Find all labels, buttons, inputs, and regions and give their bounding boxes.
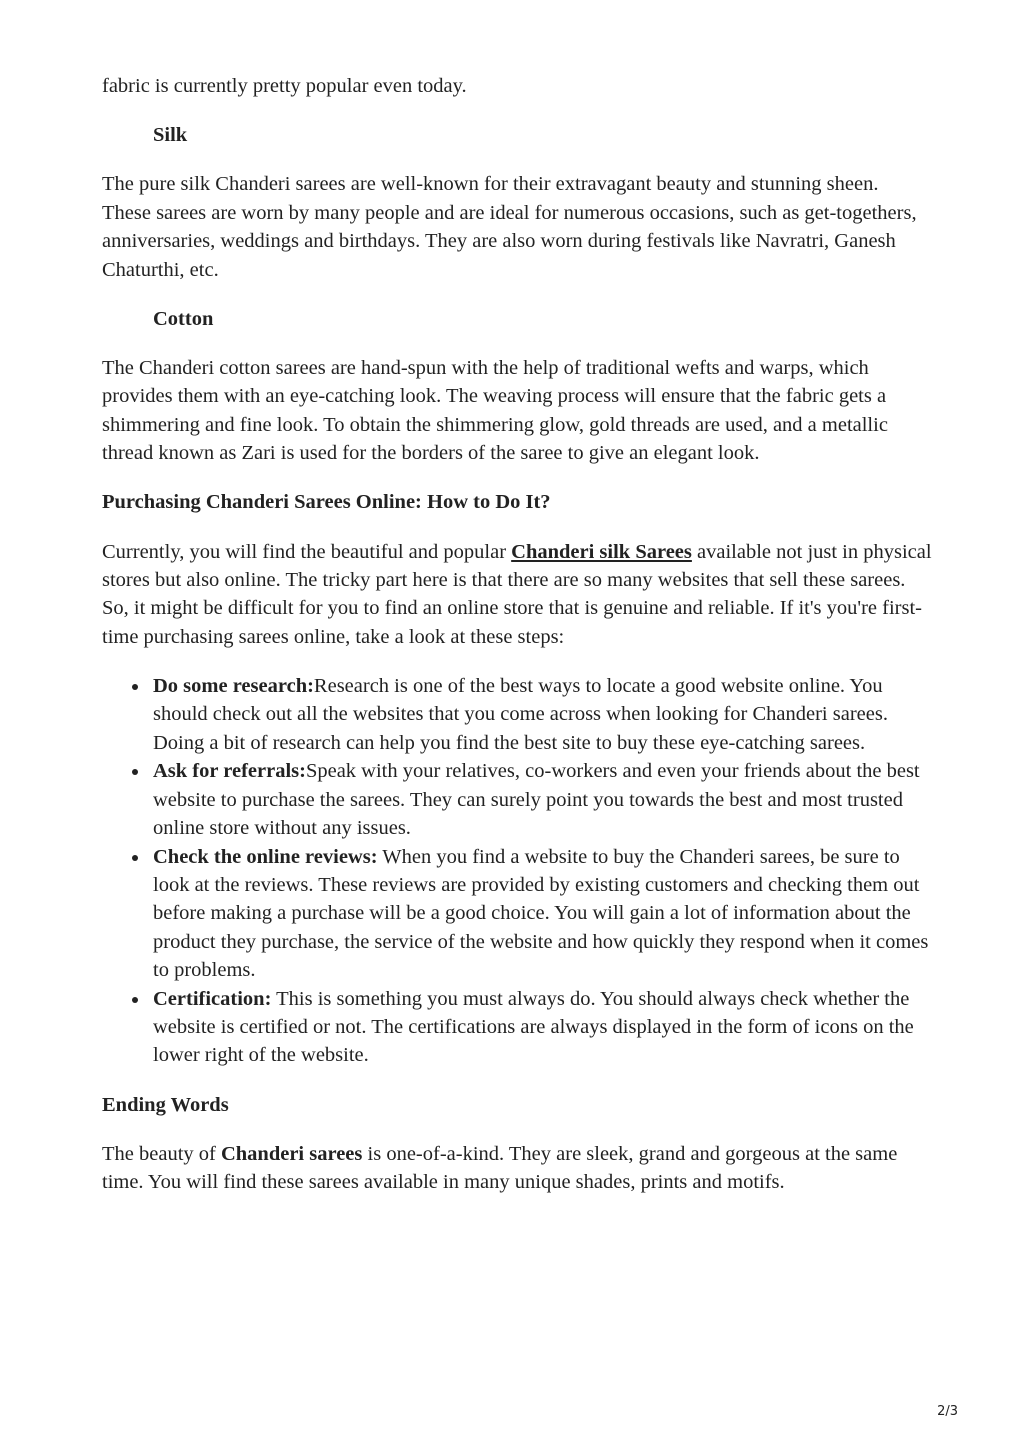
- step-text: Speak with your relatives, co-workers and even your friends about the best website to purchase the sarees. They can surely point you towards the best and most trusted online store without any issues.: [153, 760, 920, 840]
- step-title: Ask for referrals:: [153, 760, 306, 783]
- ending-paragraph: [102, 1140, 932, 1197]
- step-title: Certification:: [153, 987, 272, 1010]
- purchasing-paragraph: [102, 538, 932, 652]
- ending-text-after-bold: is one-of-a-kind. They are sleek, grand and gorgeous at the same time. You will find these sarees available in many unique shades, prints and motifs.: [102, 1142, 898, 1194]
- cotton-paragraph: The Chanderi cotton sarees are hand-spun with the help of traditional wefts and warps, which provides them with an eye-catching look. The weaving process will ensure that the fabric gets a shimmering and fine look. To obtain the shimmering glow, gold threads are used, and a metallic thread known as Zari is used for the borders of the saree to give an elegant look.: [102, 357, 888, 465]
- step-text: This is something you must always do. You should always check whether the website is certified or not. The certifications are always displayed in the form of icons on the lower right of the website.: [153, 987, 914, 1067]
- bullet-icon: [132, 684, 138, 690]
- chanderi-silk-sarees-link[interactable]: Chanderi silk Sarees: [511, 540, 692, 563]
- intro-tail-paragraph: fabric is currently pretty popular even today.: [102, 75, 467, 97]
- list-item: [153, 843, 932, 985]
- bullet-icon: [132, 997, 138, 1003]
- ending-bold-text: Chanderi sarees: [220, 1142, 363, 1165]
- list-item: [153, 757, 932, 842]
- document-body: [102, 72, 932, 1217]
- silk-paragraph: The pure silk Chanderi sarees are well-known for their extravagant beauty and stunning sheen. These sarees are worn by many people and are ideal for numerous occasions, such as get-togethers, anniversaries, weddings and birthdays. They are also worn during festivals like Navratri, Ganesh Chaturthi, etc.: [102, 173, 917, 281]
- step-text: When you find a website to buy the Chanderi sarees, be sure to look at the reviews. These reviews are provided by existing customers and checking them out before making a purchase will be a good choice. You will gain a lot of information about the product they purchase, the service of the website and how quickly they respond when it comes to problems.: [153, 845, 929, 982]
- silk-heading: Silk: [153, 124, 188, 147]
- ending-text-before-bold: The beauty of: [102, 1142, 221, 1165]
- step-title: Check the online reviews:: [153, 845, 378, 868]
- purchasing-text-after-link: available not just in physical stores but also online. The tricky part here is that there are so many websites that sell these sarees. So, it might be difficult for you to find an online store that is genuine and reliable. If it's you're first-time purchasing sarees online, take a look at these steps:: [102, 540, 932, 648]
- bullet-icon: [132, 855, 138, 861]
- step-title: Do some research:: [153, 675, 314, 698]
- page-number: 2/3: [937, 1404, 958, 1419]
- step-text: Research is one of the best ways to locate a good website online. You should check out all the websites that you come across when looking for Chanderi sarees. Doing a bit of research can help you find the best site to buy these eye-catching sarees.: [153, 675, 888, 754]
- list-item: [153, 985, 932, 1070]
- cotton-heading: Cotton: [153, 307, 214, 330]
- ending-heading: Ending Words: [102, 1093, 229, 1116]
- purchasing-text-before-link: Currently, you will find the beautiful and popular: [102, 540, 512, 563]
- purchasing-heading: Purchasing Chanderi Sarees Online: How to Do It?: [102, 491, 551, 514]
- purchase-steps-list: [102, 672, 932, 1070]
- list-item: [153, 672, 932, 757]
- bullet-icon: [132, 769, 138, 775]
